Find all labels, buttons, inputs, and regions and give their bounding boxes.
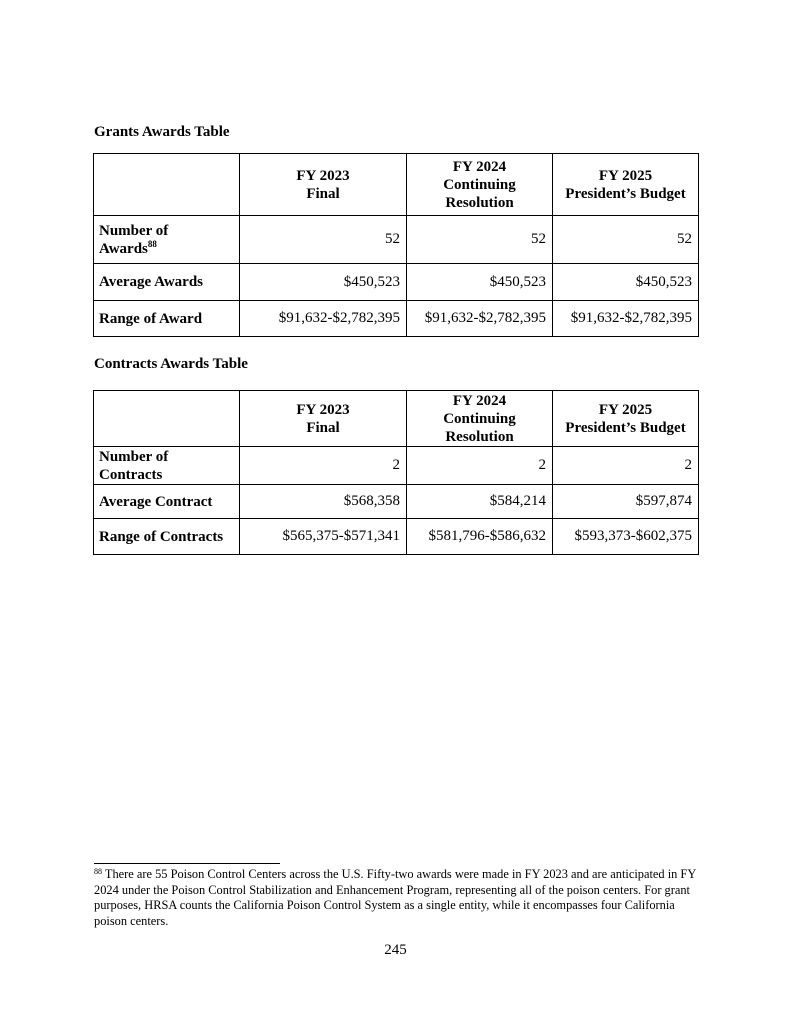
page-number: 245	[384, 942, 407, 958]
header-fy2024	[407, 391, 553, 447]
footnote	[94, 867, 706, 929]
header-line: FY 2025	[598, 401, 653, 418]
value-cell: $597,874	[553, 485, 699, 519]
contracts-table-title: Contracts Awards Table	[94, 356, 248, 372]
header-fy2023	[240, 391, 407, 447]
row-label: Range of Contracts	[94, 519, 240, 555]
value-cell: 2	[553, 447, 699, 485]
header-fy2024	[407, 154, 553, 216]
header-line: FY 2023	[296, 167, 350, 184]
header-line: FY 2024	[452, 392, 507, 409]
value-cell: $91,632-$2,782,395	[240, 301, 407, 337]
value-cell: 52	[407, 216, 553, 264]
value-cell: $593,373-$602,375	[553, 519, 699, 555]
table-row	[94, 264, 699, 301]
footnote-text: There are 55 Poison Control Centers across the U.S. Fifty-two awards were made in FY 2023 and are anticipated in FY 2024 under the Poison Control Stabilization and Enhancement Program, representing all of the poison centers. For grant purposes, HRSA counts the California Poison Control System as a single entity, while it encompasses four California poison centers.	[94, 867, 696, 928]
footnote-ref: 88	[147, 238, 157, 249]
table-header-row	[94, 154, 699, 216]
header-line: FY 2024	[452, 158, 507, 175]
row-label: Average Contract	[94, 485, 240, 519]
value-cell: 2	[240, 447, 407, 485]
row-label: Number of Awards$^{88}$	[94, 216, 240, 264]
grants-awards-table	[93, 153, 699, 337]
row-label: Range of Award	[94, 301, 240, 337]
grants-table-title: Grants Awards Table	[94, 124, 230, 140]
header-fy2023	[240, 154, 407, 216]
value-cell: $565,375-$571,341	[240, 519, 407, 555]
empty-header-cell	[94, 154, 240, 216]
header-fy2025	[553, 154, 699, 216]
table-row	[94, 216, 699, 264]
value-cell: $568,358	[240, 485, 407, 519]
table-row	[94, 519, 699, 555]
empty-header-cell	[94, 391, 240, 447]
contracts-awards-table	[93, 390, 699, 555]
value-cell: $91,632-$2,782,395	[553, 301, 699, 337]
value-cell: $91,632-$2,782,395	[407, 301, 553, 337]
header-line: President’s Budget	[565, 419, 686, 436]
table-header-row	[94, 391, 699, 447]
value-cell: $450,523	[553, 264, 699, 301]
header-line: Resolution	[445, 428, 514, 445]
value-cell: $581,796-$586,632	[407, 519, 553, 555]
value-cell: 52	[553, 216, 699, 264]
header-line: Continuing	[443, 410, 516, 427]
row-label: Average Awards	[94, 264, 240, 301]
value-cell: $450,523	[240, 264, 407, 301]
value-cell: 2	[407, 447, 553, 485]
header-line: President’s Budget	[565, 185, 686, 202]
row-label: Number of Contracts	[94, 447, 240, 485]
value-cell: $450,523	[407, 264, 553, 301]
header-line: Continuing	[443, 176, 516, 193]
header-fy2025	[553, 391, 699, 447]
table-row	[94, 485, 699, 519]
table-row	[94, 447, 699, 485]
header-line: Final	[306, 419, 340, 436]
footnote-separator	[94, 863, 280, 864]
value-cell: $584,214	[407, 485, 553, 519]
footnote-number: 88	[94, 867, 102, 876]
header-line: FY 2025	[598, 167, 653, 184]
value-cell: 52	[240, 216, 407, 264]
table-row	[94, 301, 699, 337]
header-line: Final	[306, 185, 340, 202]
header-line: FY 2023	[296, 401, 350, 418]
header-line: Resolution	[445, 194, 514, 211]
